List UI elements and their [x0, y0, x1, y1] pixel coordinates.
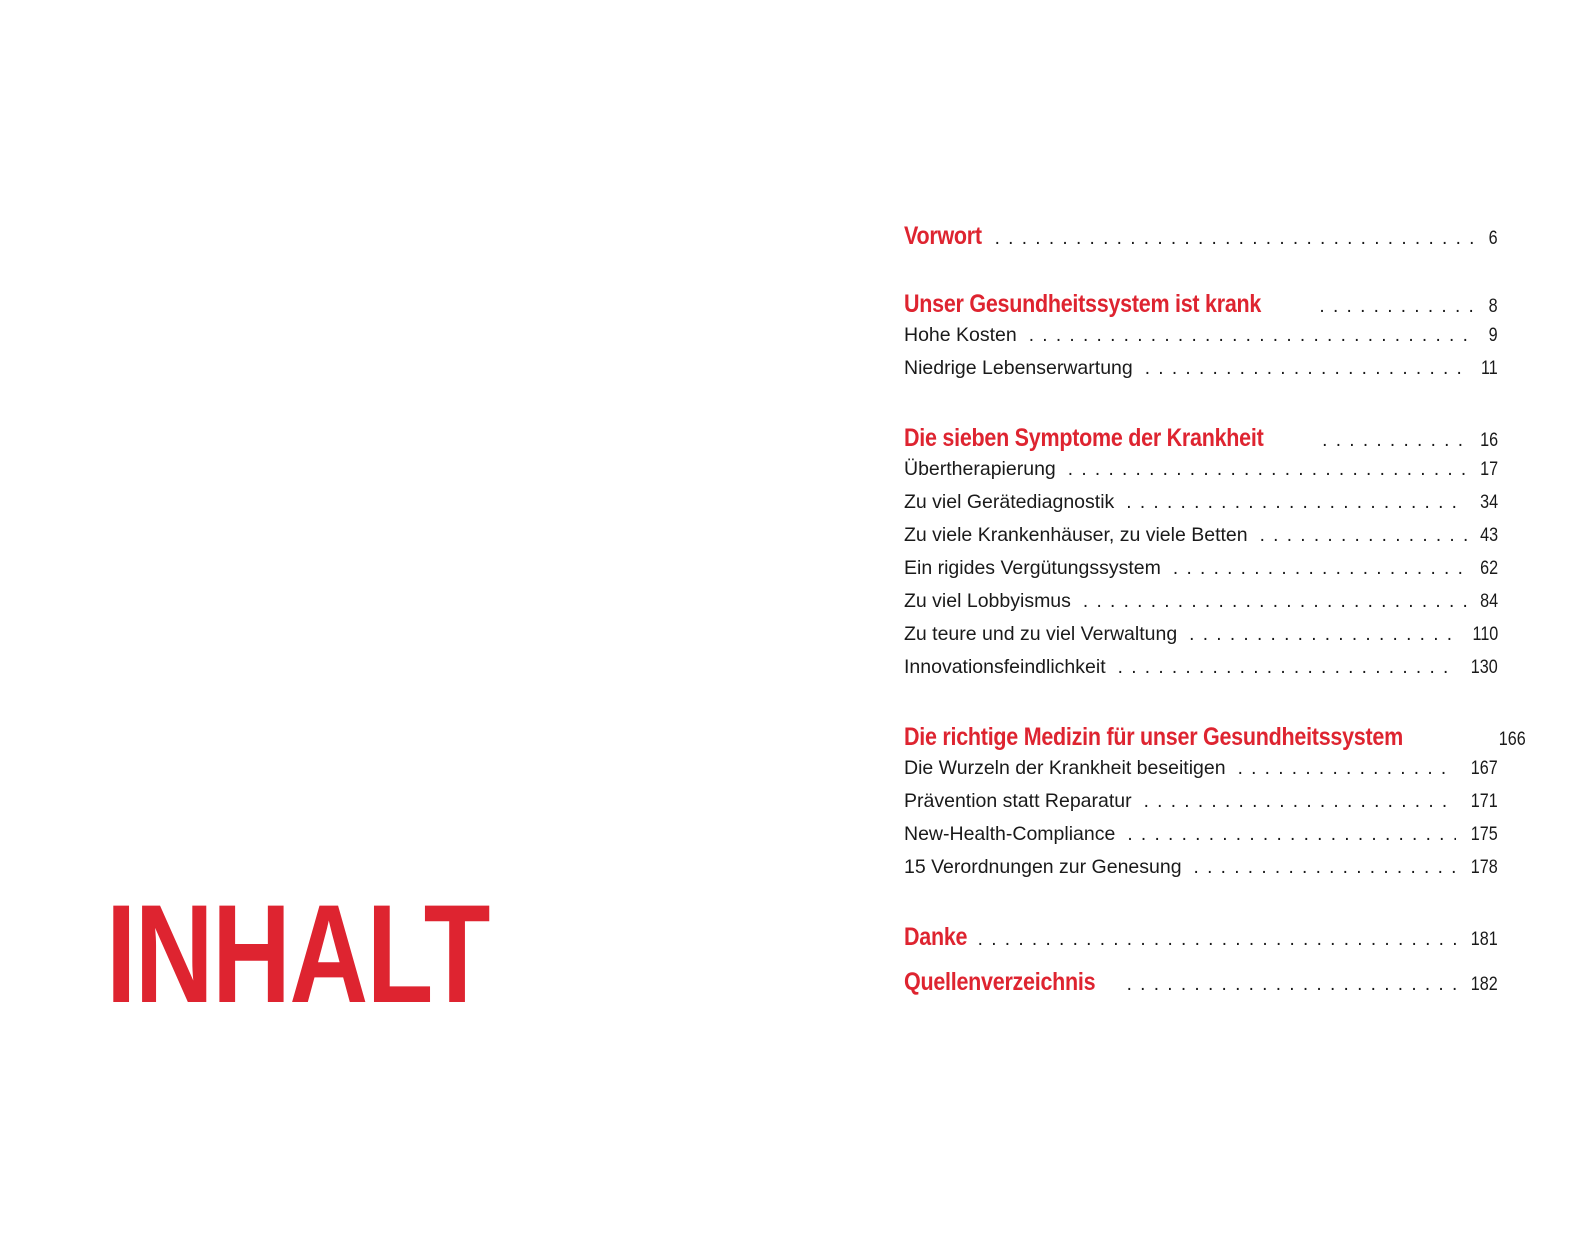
toc-section-label: Zu viele Krankenhäuser, zu viele Betten [904, 524, 1248, 546]
toc-page-number: 17 [1480, 459, 1498, 480]
toc-entry[interactable] [904, 590, 1498, 623]
toc-entry[interactable] [904, 524, 1498, 557]
toc-page-number: 171 [1471, 791, 1498, 812]
toc-section-label: Hohe Kosten [904, 324, 1017, 346]
toc-page-number: 84 [1480, 591, 1498, 612]
toc-entry[interactable] [904, 790, 1498, 823]
toc-section-label: Prävention statt Reparatur [904, 790, 1132, 812]
toc-chapter-label: Vorwort [904, 222, 982, 250]
page-title: INHALT [106, 875, 489, 1032]
toc-page-number: 8 [1489, 296, 1498, 317]
toc-entry-danke[interactable] [904, 923, 1498, 957]
toc-entry[interactable] [904, 491, 1498, 524]
toc-entry[interactable] [904, 557, 1498, 590]
toc-section-label: Zu teure und zu viel Verwaltung [904, 623, 1178, 645]
toc-entry-ch2[interactable] [904, 424, 1498, 458]
dot-leader [1194, 857, 1457, 879]
toc-chapter-label: Die sieben Symptome der Krankheit [904, 424, 1264, 452]
toc-page-number: 6 [1489, 228, 1498, 249]
toc-page-number: 9 [1489, 325, 1498, 346]
toc-page-number: 110 [1472, 624, 1498, 645]
dot-leader [1127, 824, 1456, 846]
toc-entry[interactable] [904, 823, 1498, 856]
toc-chapter-label: Quellenverzeichnis [904, 968, 1096, 996]
toc-section-label: Zu viel Gerätediagnostik [904, 491, 1115, 513]
dot-leader [1319, 296, 1477, 318]
dot-leader [1068, 459, 1467, 481]
dot-leader [1083, 591, 1467, 613]
dot-leader [1144, 791, 1457, 813]
toc-section-label: 15 Verordnungen zur Genesung [904, 856, 1182, 878]
dot-leader [978, 929, 1457, 951]
toc-entry-quellen[interactable] [904, 968, 1498, 1002]
toc-entry[interactable] [904, 623, 1498, 656]
toc-page-number: 43 [1480, 525, 1498, 546]
toc-section-label: New-Health-Compliance [904, 823, 1116, 845]
toc-section-label: Übertherapierung [904, 458, 1056, 480]
toc-entry[interactable] [904, 757, 1498, 790]
toc-section-label: Zu viel Lobbyismus [904, 590, 1071, 612]
toc-chapter-label: Danke [904, 923, 968, 951]
toc-page-number: 167 [1471, 758, 1498, 779]
toc-entry[interactable] [904, 656, 1498, 689]
dot-leader [1322, 430, 1467, 452]
dot-leader [1173, 558, 1467, 580]
toc-page-number: 178 [1471, 857, 1498, 878]
dot-leader [1145, 358, 1469, 380]
dot-leader [1126, 492, 1467, 514]
toc-entry[interactable] [904, 458, 1498, 491]
toc-page-number: 181 [1471, 929, 1498, 950]
toc-section-label: Die Wurzeln der Krankheit beseitigen [904, 757, 1226, 779]
toc-page-number: 175 [1471, 824, 1498, 845]
toc-chapter-label: Die richtige Medizin für unser Gesundheitssystem [904, 723, 1403, 751]
toc-entry-ch1[interactable] [904, 290, 1498, 324]
dot-leader [1260, 525, 1467, 547]
dot-leader [1029, 325, 1478, 347]
toc-entry[interactable] [904, 856, 1498, 889]
toc-page-number: 62 [1480, 558, 1498, 579]
dot-leader [995, 228, 1478, 250]
dot-leader [1118, 657, 1457, 679]
toc-section-label: Innovationsfeindlichkeit [904, 656, 1106, 678]
toc-page-number: 130 [1471, 657, 1498, 678]
toc-page-number: 16 [1480, 430, 1498, 451]
toc-section-label: Niedrige Lebenserwartung [904, 357, 1133, 379]
toc-entry[interactable] [904, 357, 1498, 390]
dot-leader [1238, 758, 1457, 780]
dot-leader [1189, 624, 1458, 646]
toc-page-number: 34 [1480, 492, 1498, 513]
toc-entry-ch3[interactable] [904, 723, 1527, 757]
dot-leader [1127, 974, 1457, 996]
toc-entry[interactable] [904, 324, 1498, 357]
toc-page-number: 166 [1499, 729, 1527, 750]
toc-entry-vorwort[interactable] [904, 222, 1498, 256]
toc-page-number: 11 [1481, 358, 1498, 379]
toc-chapter-label: Unser Gesundheitssystem ist krank [904, 290, 1262, 318]
table-of-contents [904, 222, 1527, 1002]
toc-page-number: 182 [1471, 974, 1498, 995]
toc-section-label: Ein rigides Vergütungssystem [904, 557, 1161, 579]
